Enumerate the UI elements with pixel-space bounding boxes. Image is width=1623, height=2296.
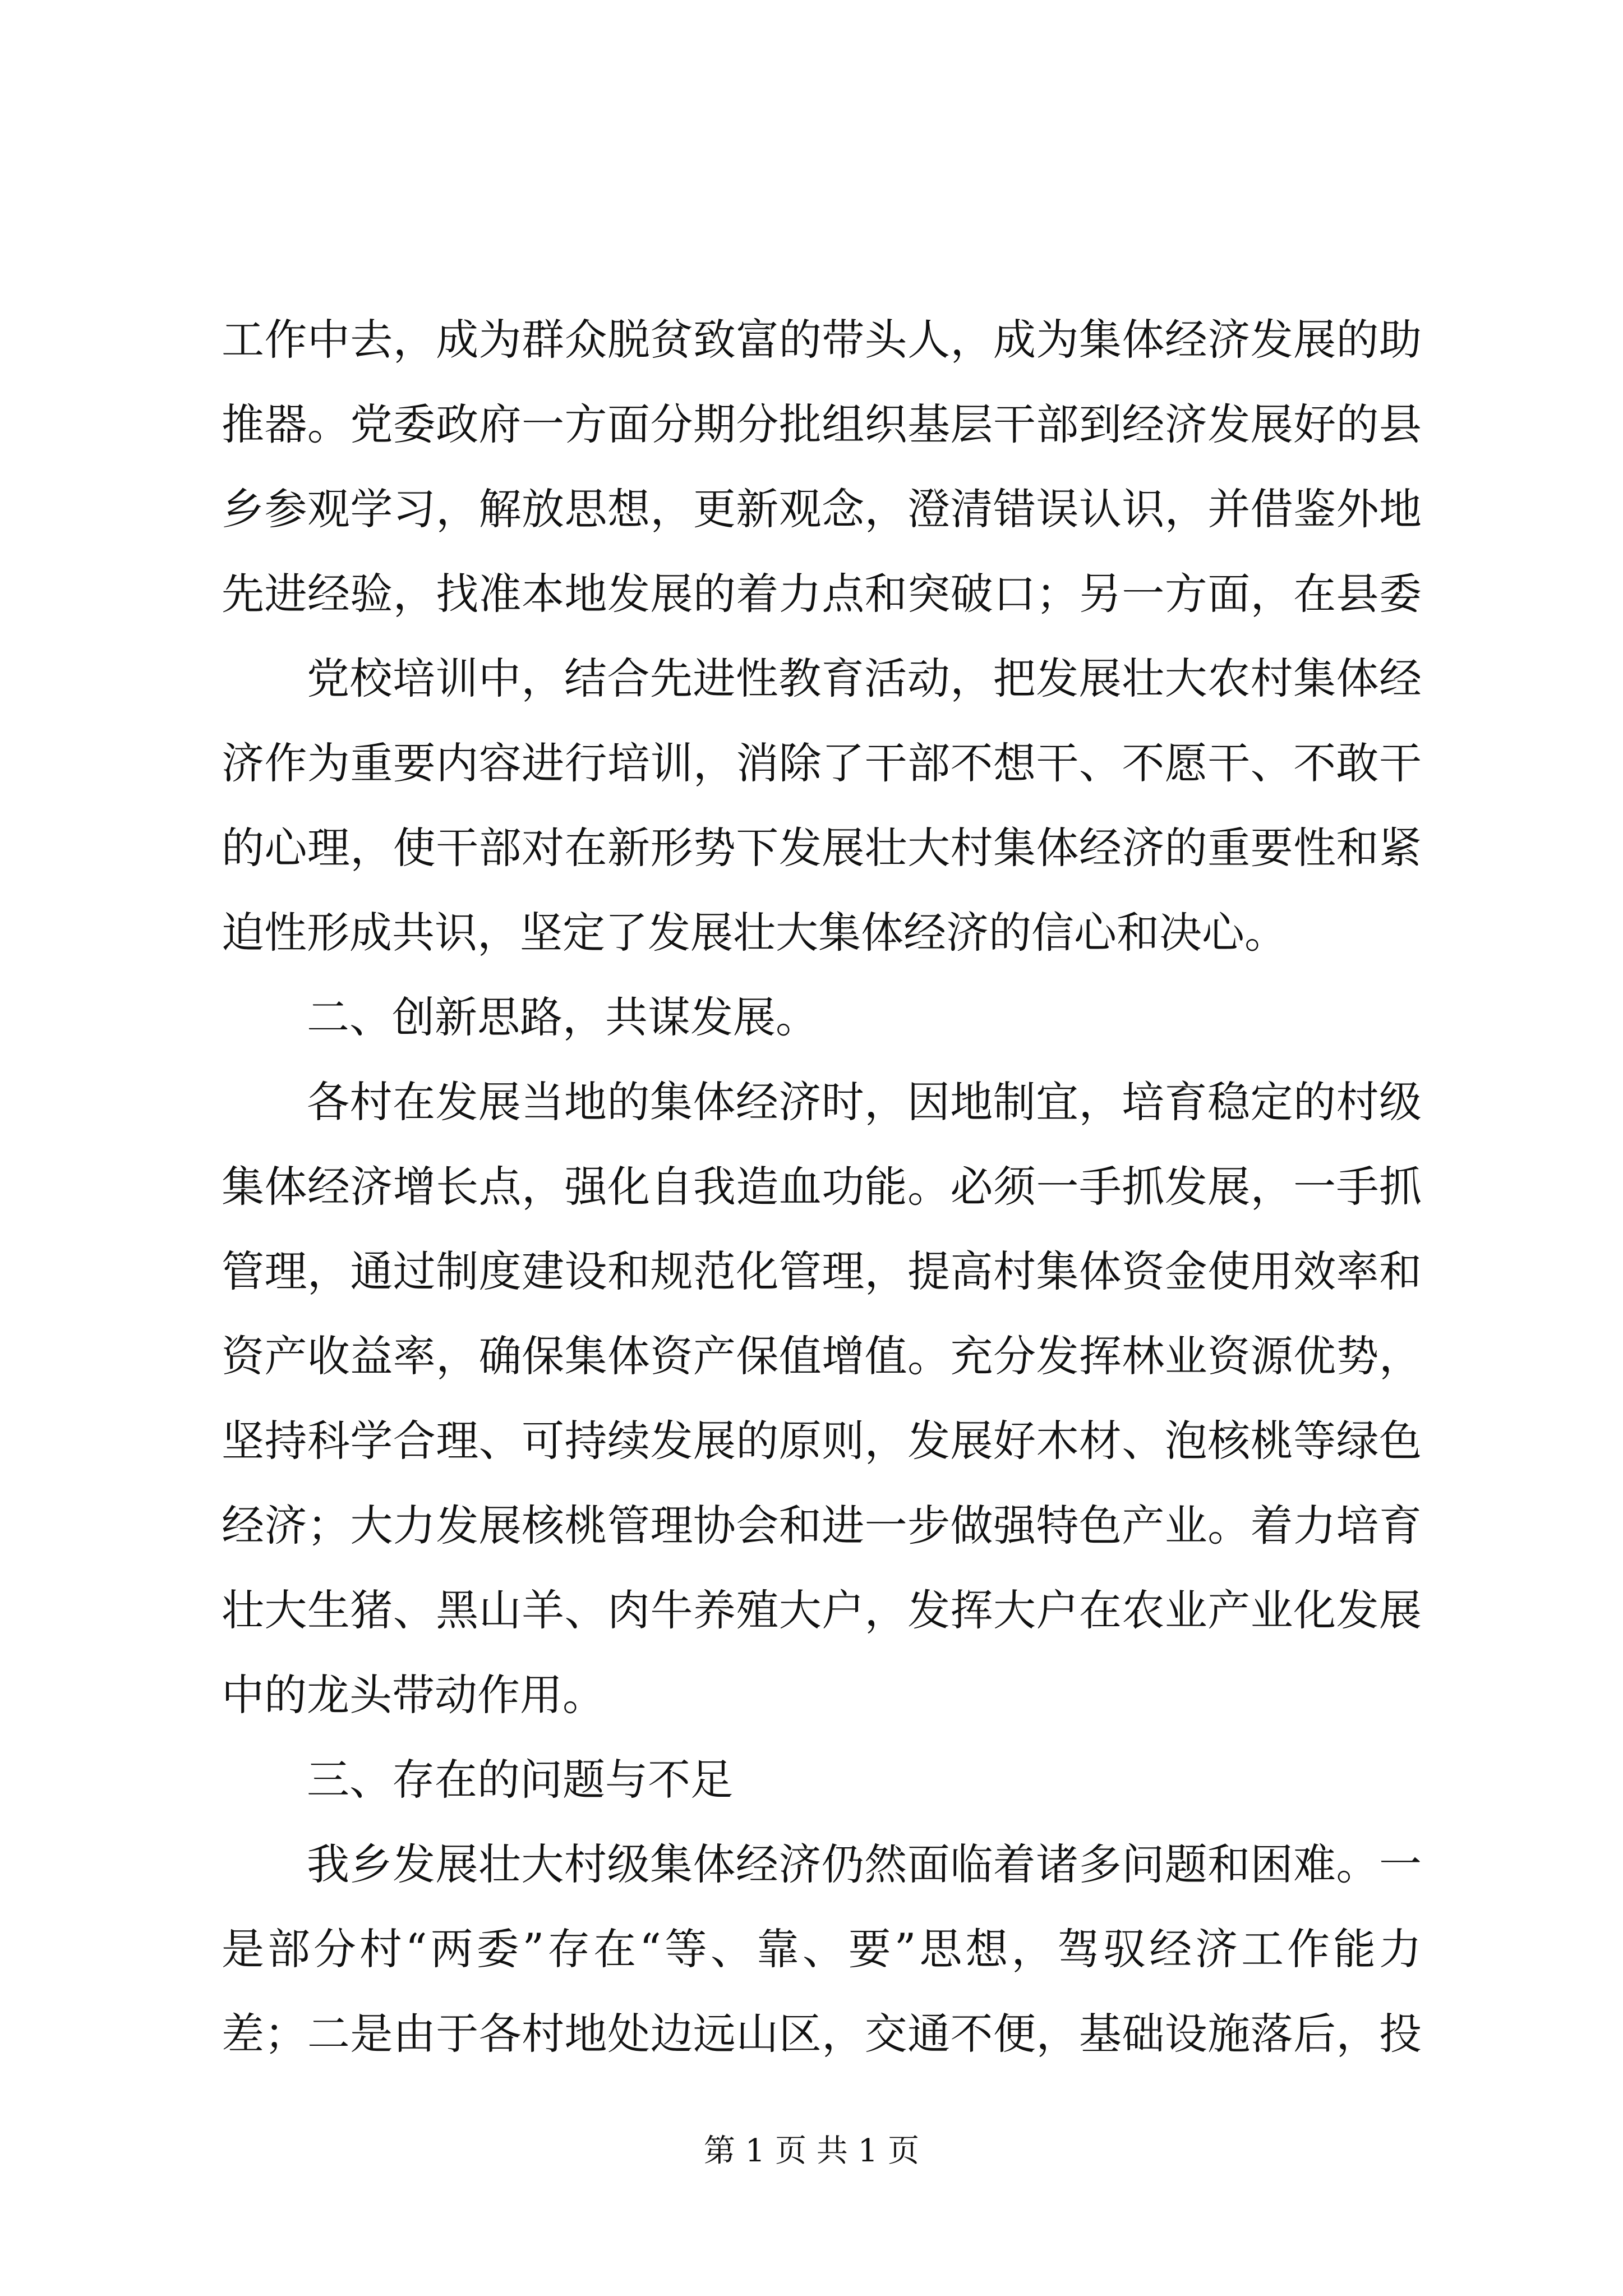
text-line: 各村在发展当地的集体经济时，因地制宜，培育稳定的村级 bbox=[307, 1077, 1422, 1127]
text-line: 坚持科学合理、可持续发展的原则，发展好木材、泡核桃等绿色 bbox=[222, 1416, 1422, 1466]
section-heading: 二、创新思路，共谋发展。 bbox=[307, 992, 818, 1042]
page-number-label: 第 1 页 共 1 页 bbox=[703, 2133, 920, 2169]
text-line: 先进经验，找准本地发展的着力点和突破口；另一方面，在县委 bbox=[222, 569, 1422, 619]
text-line: 是部分村“两委”存在“等、靠、要”思想，驾驭经济工作能力 bbox=[222, 1924, 1422, 1974]
section-heading: 三、存在的问题与不足 bbox=[307, 1755, 733, 1805]
text-line: 壮大生猪、黑山羊、肉牛养殖大户，发挥大户在农业产业化发展 bbox=[222, 1585, 1422, 1635]
text-line: 中的龙头带动作用。 bbox=[222, 1670, 605, 1720]
text-line: 党校培训中，结合先进性教育活动，把发展壮大农村集体经 bbox=[307, 654, 1422, 703]
document-body bbox=[222, 297, 1422, 2076]
text-line: 的心理，使干部对在新形势下发展壮大村集体经济的重要性和紧 bbox=[222, 823, 1422, 873]
text-line: 工作中去，成为群众脱贫致富的带头人，成为集体经济发展的助 bbox=[222, 315, 1422, 365]
text-line: 我乡发展壮大村级集体经济仍然面临着诸多问题和困难。一 bbox=[307, 1839, 1422, 1889]
text-line: 乡参观学习，解放思想，更新观念，澄清错误认识，并借鉴外地 bbox=[222, 484, 1422, 534]
text-line: 经济；大力发展核桃管理协会和进一步做强特色产业。着力培育 bbox=[222, 1501, 1422, 1550]
text-line: 资产收益率，确保集体资产保值增值。充分发挥林业资源优势， bbox=[222, 1331, 1422, 1381]
page-footer bbox=[0, 2132, 1623, 2171]
text-line: 集体经济增长点，强化自我造血功能。必须一手抓发展，一手抓 bbox=[222, 1162, 1422, 1212]
text-line: 迫性形成共识，坚定了发展壮大集体经济的信心和决心。 bbox=[222, 908, 1287, 958]
text-line: 推器。党委政府一方面分期分批组织基层干部到经济发展好的县 bbox=[222, 399, 1422, 449]
text-line: 济作为重要内容进行培训，消除了干部不想干、不愿干、不敢干 bbox=[222, 738, 1422, 788]
text-line: 差；二是由于各村地处边远山区，交通不便，基础设施落后，投 bbox=[222, 2009, 1422, 2059]
text-line: 管理，通过制度建设和规范化管理，提高村集体资金使用效率和 bbox=[222, 1246, 1422, 1296]
